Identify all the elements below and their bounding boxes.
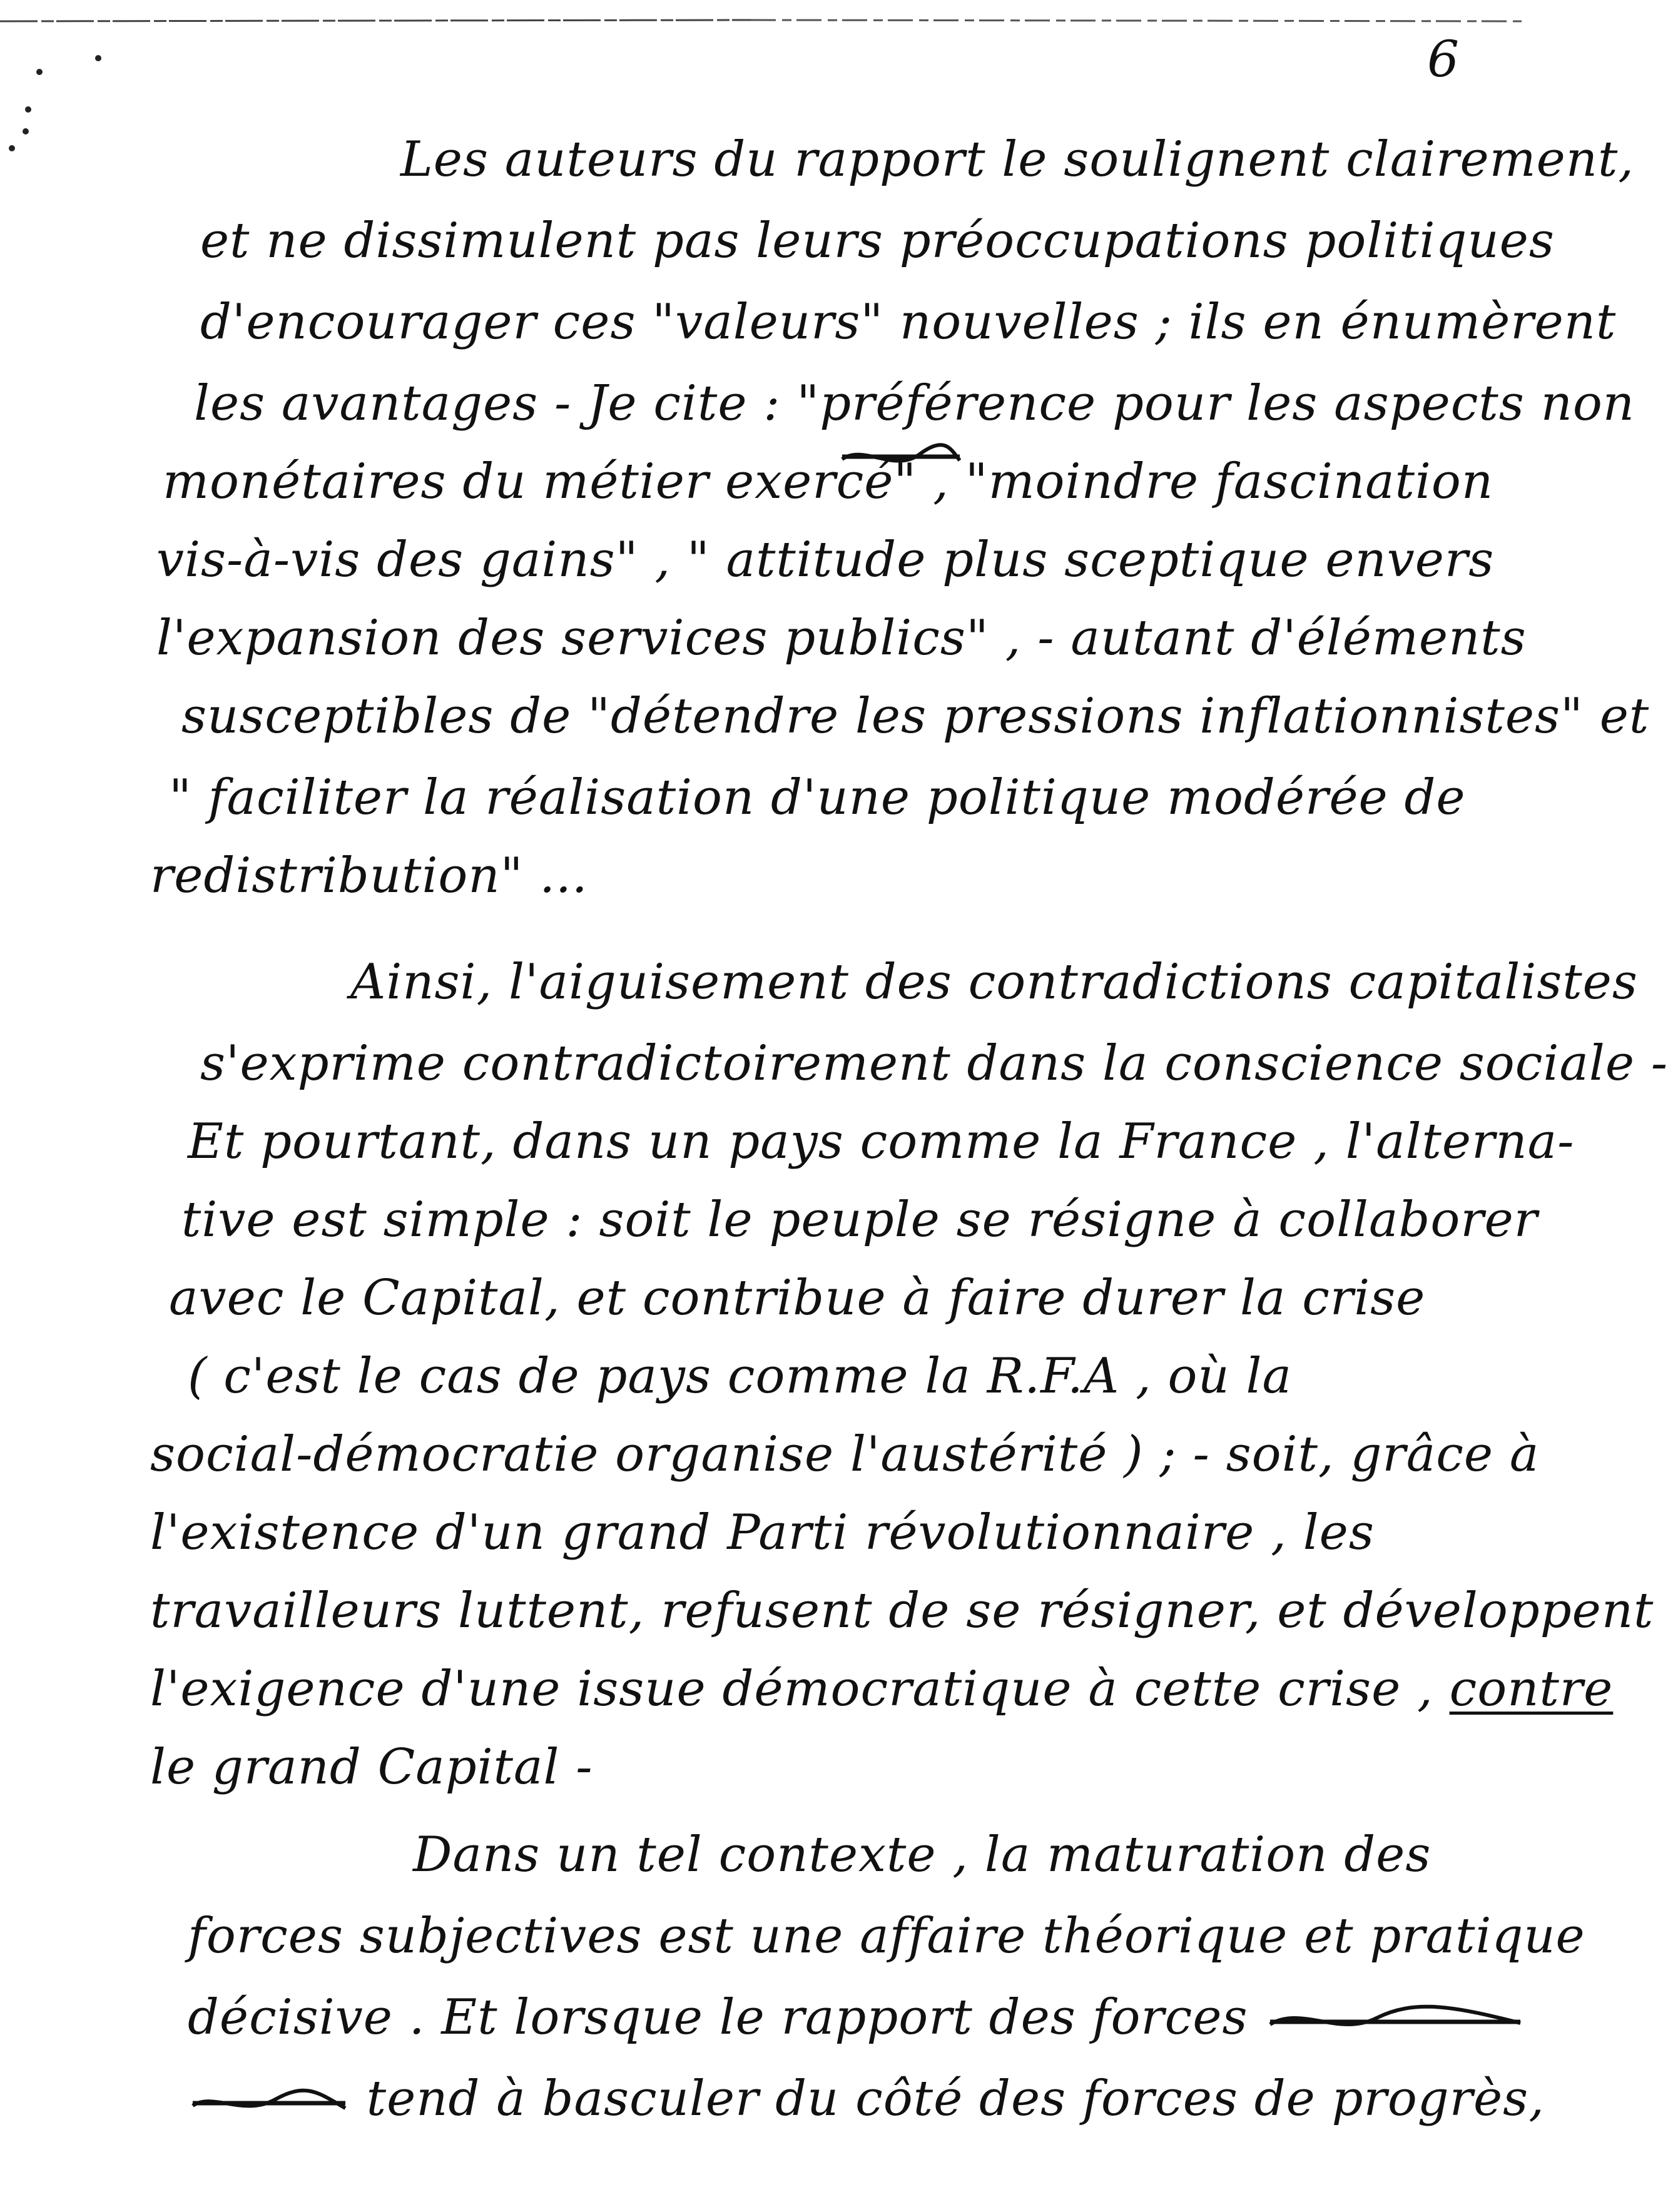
text-line: monétaires du métier exercé" , "moindre fascination [163,454,1494,510]
crossed-out-scribble [1264,1999,1527,2043]
crossed-out-scribble [838,438,964,475]
text-line: " faciliter la réalisation d'une politique modérée de [169,769,1466,826]
scan-top-edge [0,18,1522,25]
scan-speck [25,106,31,113]
text-line: et ne dissimulent pas leurs préoccupations politiques [200,213,1555,269]
text-line: travailleurs luttent, refusent de se résigner, et développent [150,1583,1654,1639]
text-line: forces subjectives est une affaire théorique et pratique [188,1908,1585,1964]
text-line: Dans un tel contexte , la maturation des [413,1827,1432,1883]
scan-speck [95,55,101,61]
text-line: ( c'est le cas de pays comme la R.F.A , où la [188,1348,1292,1404]
text-line: susceptibles de "détendre les pressions inflationnistes" et [181,688,1650,744]
text-line: Et pourtant, dans un pays comme la France , l'alterna- [188,1114,1575,1170]
text-line: l'expansion des services publics" , - autant d'éléments [156,610,1527,666]
text-line: l'exigence d'une issue démocratique à cette crise , contre [150,1661,1614,1717]
text-line: Ainsi, l'aiguisement des contradictions capitalistes [350,954,1638,1010]
text-line: Les auteurs du rapport le soulignent clairement, [400,131,1635,188]
text-line: les avantages - Je cite : "préférence pour les aspects non [194,375,1635,432]
scan-speck [23,128,29,134]
text-line: vis-à-vis des gains" , " attitude plus sceptique envers [156,532,1495,588]
text-line: d'encourager ces "valeurs" nouvelles ; ils en énumèrent [200,294,1617,350]
crossed-out-scribble [188,2081,350,2124]
text-line: décisive . Et lorsque le rapport des forces [188,1989,1527,2046]
page-number: 6 [1427,30,1459,88]
underlined-word: contre [1449,1661,1614,1717]
text-line: le grand Capital - [150,1739,593,1795]
text-line: s'exprime contradictoirement dans la conscience sociale - [200,1035,1668,1092]
text-line: social-démocratie organise l'austérité ) ; - soit, grâce à [150,1426,1540,1483]
scan-speck [9,145,15,151]
text-line: tend à basculer du côté des forces de progrès, [188,2071,1545,2127]
text-line: l'existence d'un grand Parti révolutionnaire , les [150,1504,1375,1561]
text-line: avec le Capital, et contribue à faire durer la crise [169,1270,1426,1326]
text-line: tive est simple : soit le peuple se résigne à collaborer [181,1192,1538,1248]
scan-speck [36,69,43,75]
text-line: redistribution" ... [150,848,588,904]
